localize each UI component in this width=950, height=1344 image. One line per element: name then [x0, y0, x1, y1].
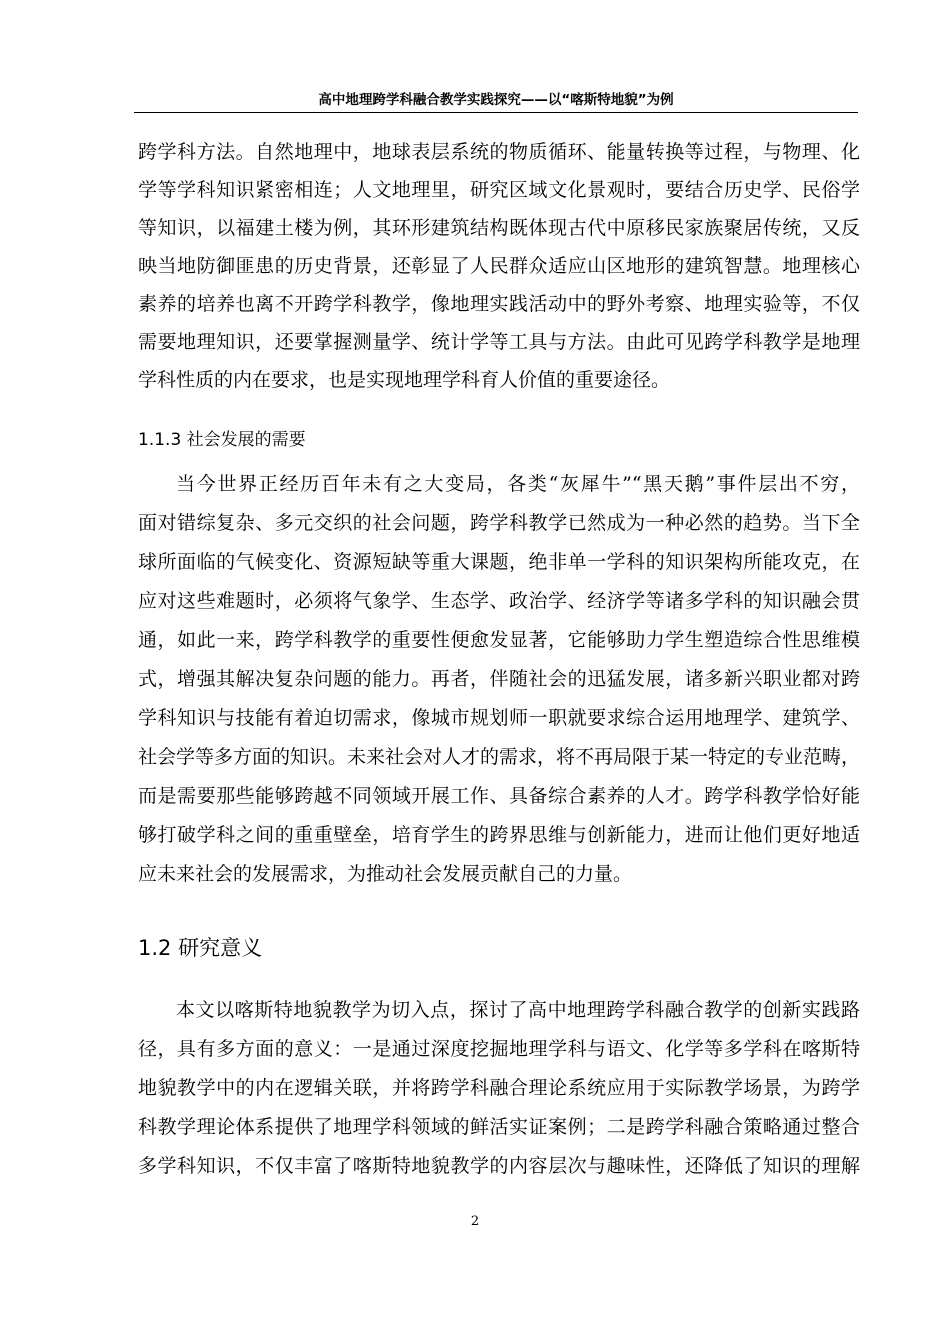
paragraph-line: 而是需要那些能够跨越不同领域开展工作、具备综合素养的人才。跨学科教学恰好能: [138, 785, 860, 807]
paragraph-line: 学等学科知识紧密相连；人文地理里，研究区域文化景观时，要结合历史学、民俗学: [138, 179, 860, 201]
paragraph-line: 映当地防御匪患的历史背景，还彰显了人民群众适应山区地形的建筑智慧。地理核心: [138, 255, 860, 277]
paragraph-line: 够打破学科之间的重重壁垒，培育学生的跨界思维与创新能力，进而让他们更好地适: [138, 824, 860, 846]
paragraph-line: 地貌教学中的内在逻辑关联，并将跨学科融合理论系统应用于实际教学场景，为跨学: [138, 1077, 860, 1099]
paragraph-line: 科教学理论体系提供了地理学科领域的鲜活实证案例；二是跨学科融合策略通过整合: [138, 1116, 860, 1138]
paragraph-line: 当今世界正经历百年未有之大变局，各类“灰犀牛”“黑天鹅”事件层出不穷，: [176, 473, 860, 495]
paragraph-line: 素养的培养也离不开跨学科教学，像地理实践活动中的野外考察、地理实验等，不仅: [138, 293, 860, 315]
paragraph-line: 跨学科方法。自然地理中，地球表层系统的物质循环、能量转换等过程，与物理、化: [138, 141, 860, 163]
paragraph-line: 多学科知识，不仅丰富了喀斯特地貌教学的内容层次与趣味性，还降低了知识的理解: [138, 1155, 860, 1177]
paragraph-line: 应对这些难题时，必须将气象学、生态学、政治学、经济学等诸多学科的知识融会贯: [138, 590, 860, 612]
paragraph-line: 通，如此一来，跨学科教学的重要性便愈发显著，它能够助力学生塑造综合性思维模: [138, 629, 860, 651]
paragraph-line: 等知识，以福建土楼为例，其环形建筑结构既体现古代中原移民家族聚居传统，又反: [138, 217, 860, 239]
paragraph-line: 面对错综复杂、多元交织的社会问题，跨学科教学已然成为一种必然的趋势。当下全: [138, 512, 860, 534]
running-header: 高中地理跨学科融合教学实践探究——以“喀斯特地貌”为例: [134, 88, 858, 113]
subsection-heading: 1.1.3 社会发展的需要: [138, 430, 306, 450]
paragraph-line: 式，增强其解决复杂问题的能力。再者，伴随社会的迅猛发展，诸多新兴职业都对跨: [138, 668, 860, 690]
paragraph-line: 学科性质的内在要求，也是实现地理学科育人价值的重要途径。: [138, 369, 671, 391]
paragraph-line: 径，具有多方面的意义：一是通过深度挖掘地理学科与语文、化学等多学科在喀斯特: [138, 1038, 860, 1060]
paragraph-line: 应未来社会的发展需求，为推动社会发展贡献自己的力量。: [138, 863, 633, 885]
section-heading: 1.2 研究意义: [138, 936, 263, 960]
page-number: 2: [470, 1214, 480, 1229]
paragraph-line: 学科知识与技能有着迫切需求，像城市规划师一职就要求综合运用地理学、建筑学、: [138, 707, 860, 729]
paragraph-line: 球所面临的气候变化、资源短缺等重大课题，绝非单一学科的知识架构所能攻克，在: [138, 551, 860, 573]
paragraph-line: 社会学等多方面的知识。未来社会对人才的需求，将不再局限于某一特定的专业范畴，: [138, 746, 861, 768]
paragraph-line: 需要地理知识，还要掌握测量学、统计学等工具与方法。由此可见跨学科教学是地理: [138, 331, 860, 353]
paragraph-line: 本文以喀斯特地貌教学为切入点，探讨了高中地理跨学科融合教学的创新实践路: [176, 999, 860, 1021]
